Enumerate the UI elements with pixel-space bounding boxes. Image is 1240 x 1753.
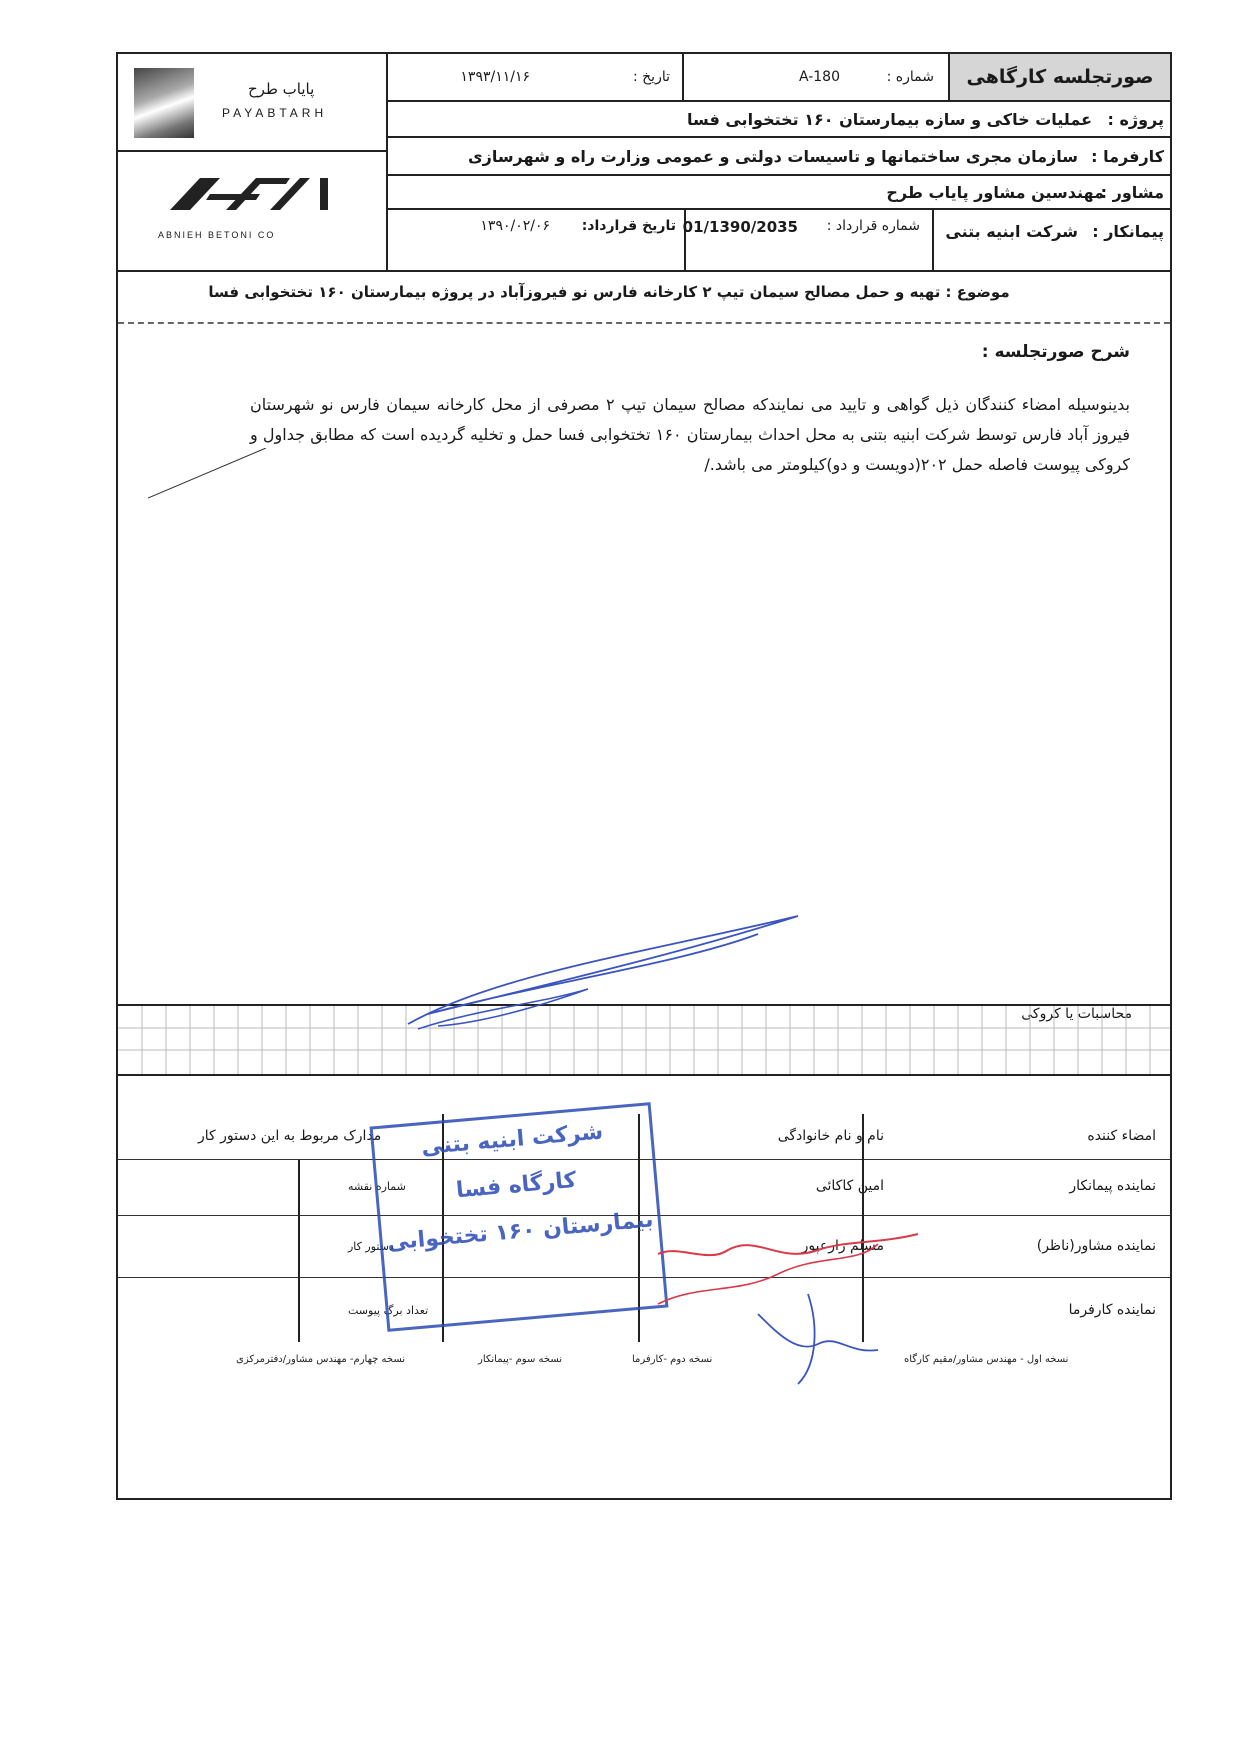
project-label: پروژه : (1107, 110, 1164, 129)
form-title: صورتجلسه کارگاهی (948, 54, 1170, 100)
doc-map-number: شماره نقشه (348, 1180, 406, 1193)
document-sheet (116, 52, 1172, 1500)
number-value: A-180 (798, 69, 840, 85)
role-consultant: نماینده مشاور(ناظر) (1036, 1238, 1156, 1254)
description-title: شرح صورتجلسه : (981, 342, 1130, 362)
footer-copy1: نسخه اول - مهندس مشاور/مقیم کارگاه (904, 1354, 1069, 1365)
date-value: ۱۳۹۳/۱۱/۱۶ (460, 69, 530, 85)
contract-date-value: ۱۳۹۰/۰۲/۰۶ (480, 218, 550, 234)
footer-copy2: نسخه دوم -کارفرما (632, 1354, 713, 1365)
abnieh-logo-en: ABNIEH BETONI CO (158, 230, 276, 240)
name-contractor: امین کاکائی (815, 1178, 884, 1194)
contractor-label: پیمانکار : (1092, 222, 1164, 241)
contract-no-value: 01/1390/2035 (682, 218, 798, 236)
date-label: تاریخ : (632, 69, 670, 85)
contract-no-label: شماره قرارداد : (826, 218, 920, 234)
footer-copy4: نسخه چهارم- مهندس مشاور/دفترمرکزی (236, 1354, 406, 1365)
doc-work-order: دستور کار (348, 1240, 394, 1253)
payab-logo-en: PAYABTARH (222, 106, 328, 120)
consultant-value: مهندسین مشاور پایاب طرح (886, 183, 1104, 202)
employer-label: کارفرما : (1091, 147, 1164, 166)
stamp-line: شرکت ابنیه بتنی (420, 1119, 605, 1161)
project-value: عملیات خاکی و سازه بیمارستان ۱۶۰ تختخوابی فسا (687, 110, 1092, 129)
subject-text: موضوع : تهیه و حمل مصالح سیمان تیپ ۲ کارخانه فارس نو فیروزآباد در پروژه بیمارستان ۱۶۰ تختخوابی فسا (208, 283, 1010, 301)
calc-label: محاسبات یا کروکی (1021, 1006, 1132, 1022)
handwritten-signatures (118, 54, 1170, 1502)
number-label: شماره : (886, 69, 934, 85)
contract-date-label: تاریخ قرارداد: (581, 218, 676, 234)
name-consultant: مسلم زارعپور (801, 1238, 884, 1254)
stamp-line: کارگاه فسا (455, 1167, 578, 1204)
consultant-label: مشاور : (1100, 183, 1164, 202)
col-docs: مدارک مربوط به این دستور کار (198, 1128, 382, 1144)
doc-attachments-count: تعداد برگ پیوست (348, 1304, 429, 1317)
footer-copy3: نسخه سوم -پیمانکار (478, 1354, 563, 1365)
col-signer: امضاء کننده (1087, 1128, 1156, 1144)
contractor-value: شرکت ابنیه بتنی (945, 222, 1078, 241)
description-text: بدینوسیله امضاء کنندگان ذیل گواهی و تایید می نمایندکه مصالح سیمان تیپ ۲ مصرفی از محل کارخانه سیمان فارس نو شهرستان فیروز آباد فارس توسط شرکت ابنیه بتنی به محل احداث بیمارستان ۱۶۰ تختخوابی فسا حمل و تخلیه گردیده است که مطابق جداول و کروکی پیوست فاصله حمل ۲۰۲(دویست و دو)کیلومتر می باشد./ (250, 395, 1130, 474)
col-name: نام و نام خانوادگی (777, 1128, 884, 1144)
diagonal-mark (148, 448, 268, 500)
employer-value: سازمان مجری ساختمانها و تاسیسات دولتی و عمومی وزارت راه و شهرسازی (467, 147, 1078, 166)
stamp-line: بیمارستان ۱۶۰ تختخوابی (386, 1207, 655, 1256)
payab-logo-fa: پایاب طرح (248, 80, 315, 98)
role-contractor: نماینده پیمانکار (1069, 1178, 1156, 1194)
role-employer: نماینده کارفرما (1068, 1302, 1156, 1318)
